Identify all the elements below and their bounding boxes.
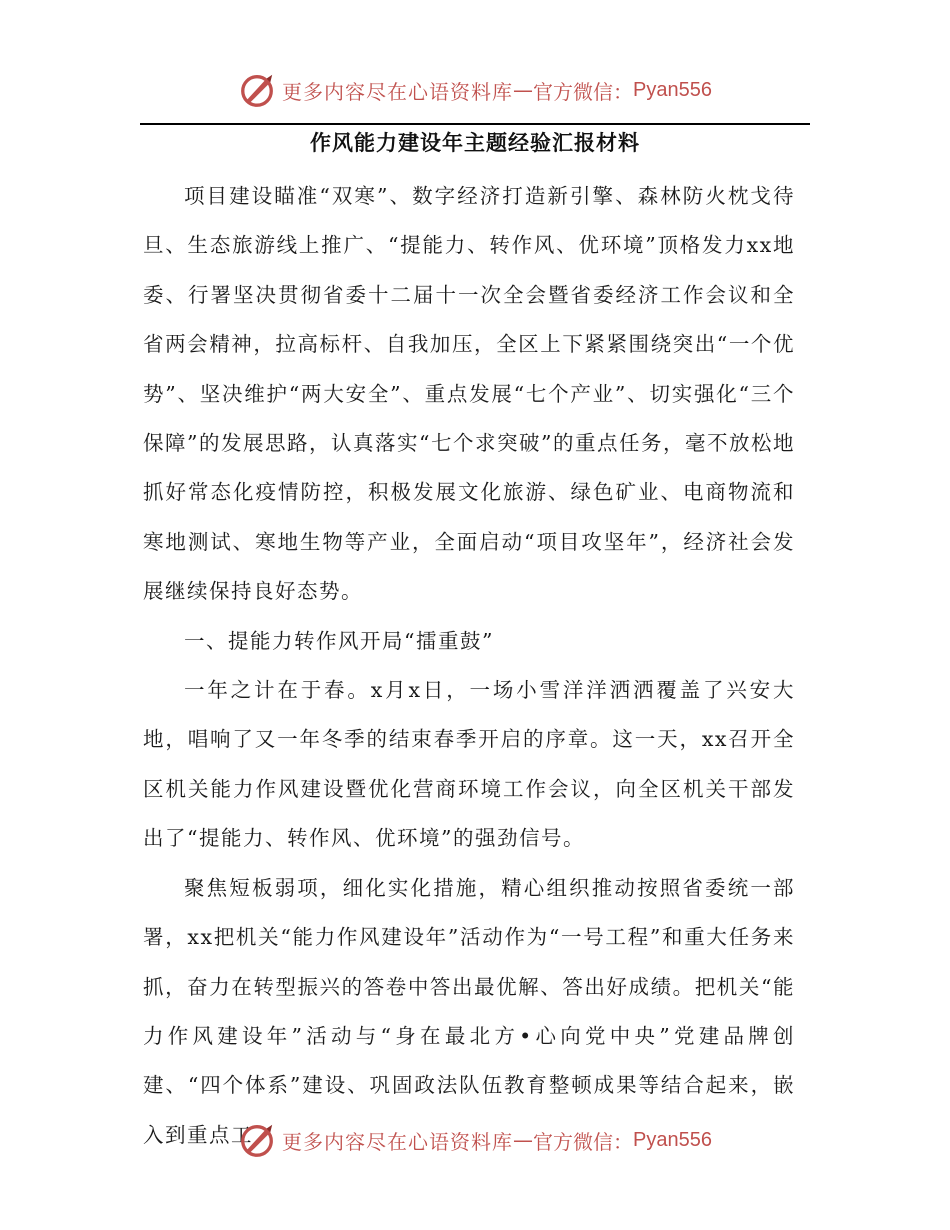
banner-wechat-id: Pyan556 (633, 78, 712, 101)
banner-separator: — (513, 78, 534, 102)
section-heading: 一、提能力转作风开局“擂重鼓” (184, 628, 494, 653)
header-rule (140, 123, 810, 125)
banner-wechat-label: 官方微信： (533, 79, 634, 104)
paragraph: 项目建设瞄准“双寒”、数字经济打造新引擎、森林防火枕戈待旦、生态旅游线上推广、“提能力、转作风、优环境”顶格发力xx地委、行署坚决贯彻省委十二届十一次全会暨省委经济工作会议和全省两会精神，拉高标杆、自我加压，全区上下紧紧围绕突出“一个优势”、坚决维护“两大安全”、重点发展“七个产业”、切实强化“三个保障”的发展思路，认真落实“七个求突破”的重点任务，毫不放松地抓好常态化疫情防控，积极发展文化旅游、绿色矿业、电商物流和寒地测试、寒地生物等产业，全面启动“项目攻坚年”，经济社会发展继续保持良好态势。 (143, 184, 795, 604)
footer-banner (0, 1120, 950, 1160)
banner-wechat-label: 官方微信： (533, 1129, 634, 1154)
banner-wechat-id: Pyan556 (633, 1128, 712, 1151)
banner-separator: — (513, 1128, 534, 1152)
document-body (143, 172, 795, 1160)
paragraph: 一年之计在于春。x月x日，一场小雪洋洋洒洒覆盖了兴安大地，唱响了又一年冬季的结束春季开启的序章。这一天，xx召开全区机关能力作风建设暨优化营商环境工作会议，向全区机关干部发出了“提能力、转作风、优环境”的强劲信号。 (143, 678, 795, 851)
document-title: 作风能力建设年主题经验汇报材料 (310, 131, 640, 155)
pen-logo-icon (238, 71, 276, 109)
pen-logo-icon (238, 1121, 276, 1159)
paragraph: 聚焦短板弱项，细化实化措施，精心组织推动按照省委统一部署，xx把机关“能力作风建设年”活动作为“一号工程”和重大任务来抓，奋力在转型振兴的答卷中答出最优解、答出好成绩。把机关“能力作风建设年”活动与“身在最北方•心向党中央”党建品牌创建、“四个体系”建设、巩固政法队伍教育整顿成果等结合起来，嵌入到重点工 (143, 875, 795, 1147)
header-banner (0, 70, 950, 110)
banner-text: 更多内容尽在心语资料库 (282, 1129, 514, 1154)
banner-text: 更多内容尽在心语资料库 (282, 79, 514, 104)
